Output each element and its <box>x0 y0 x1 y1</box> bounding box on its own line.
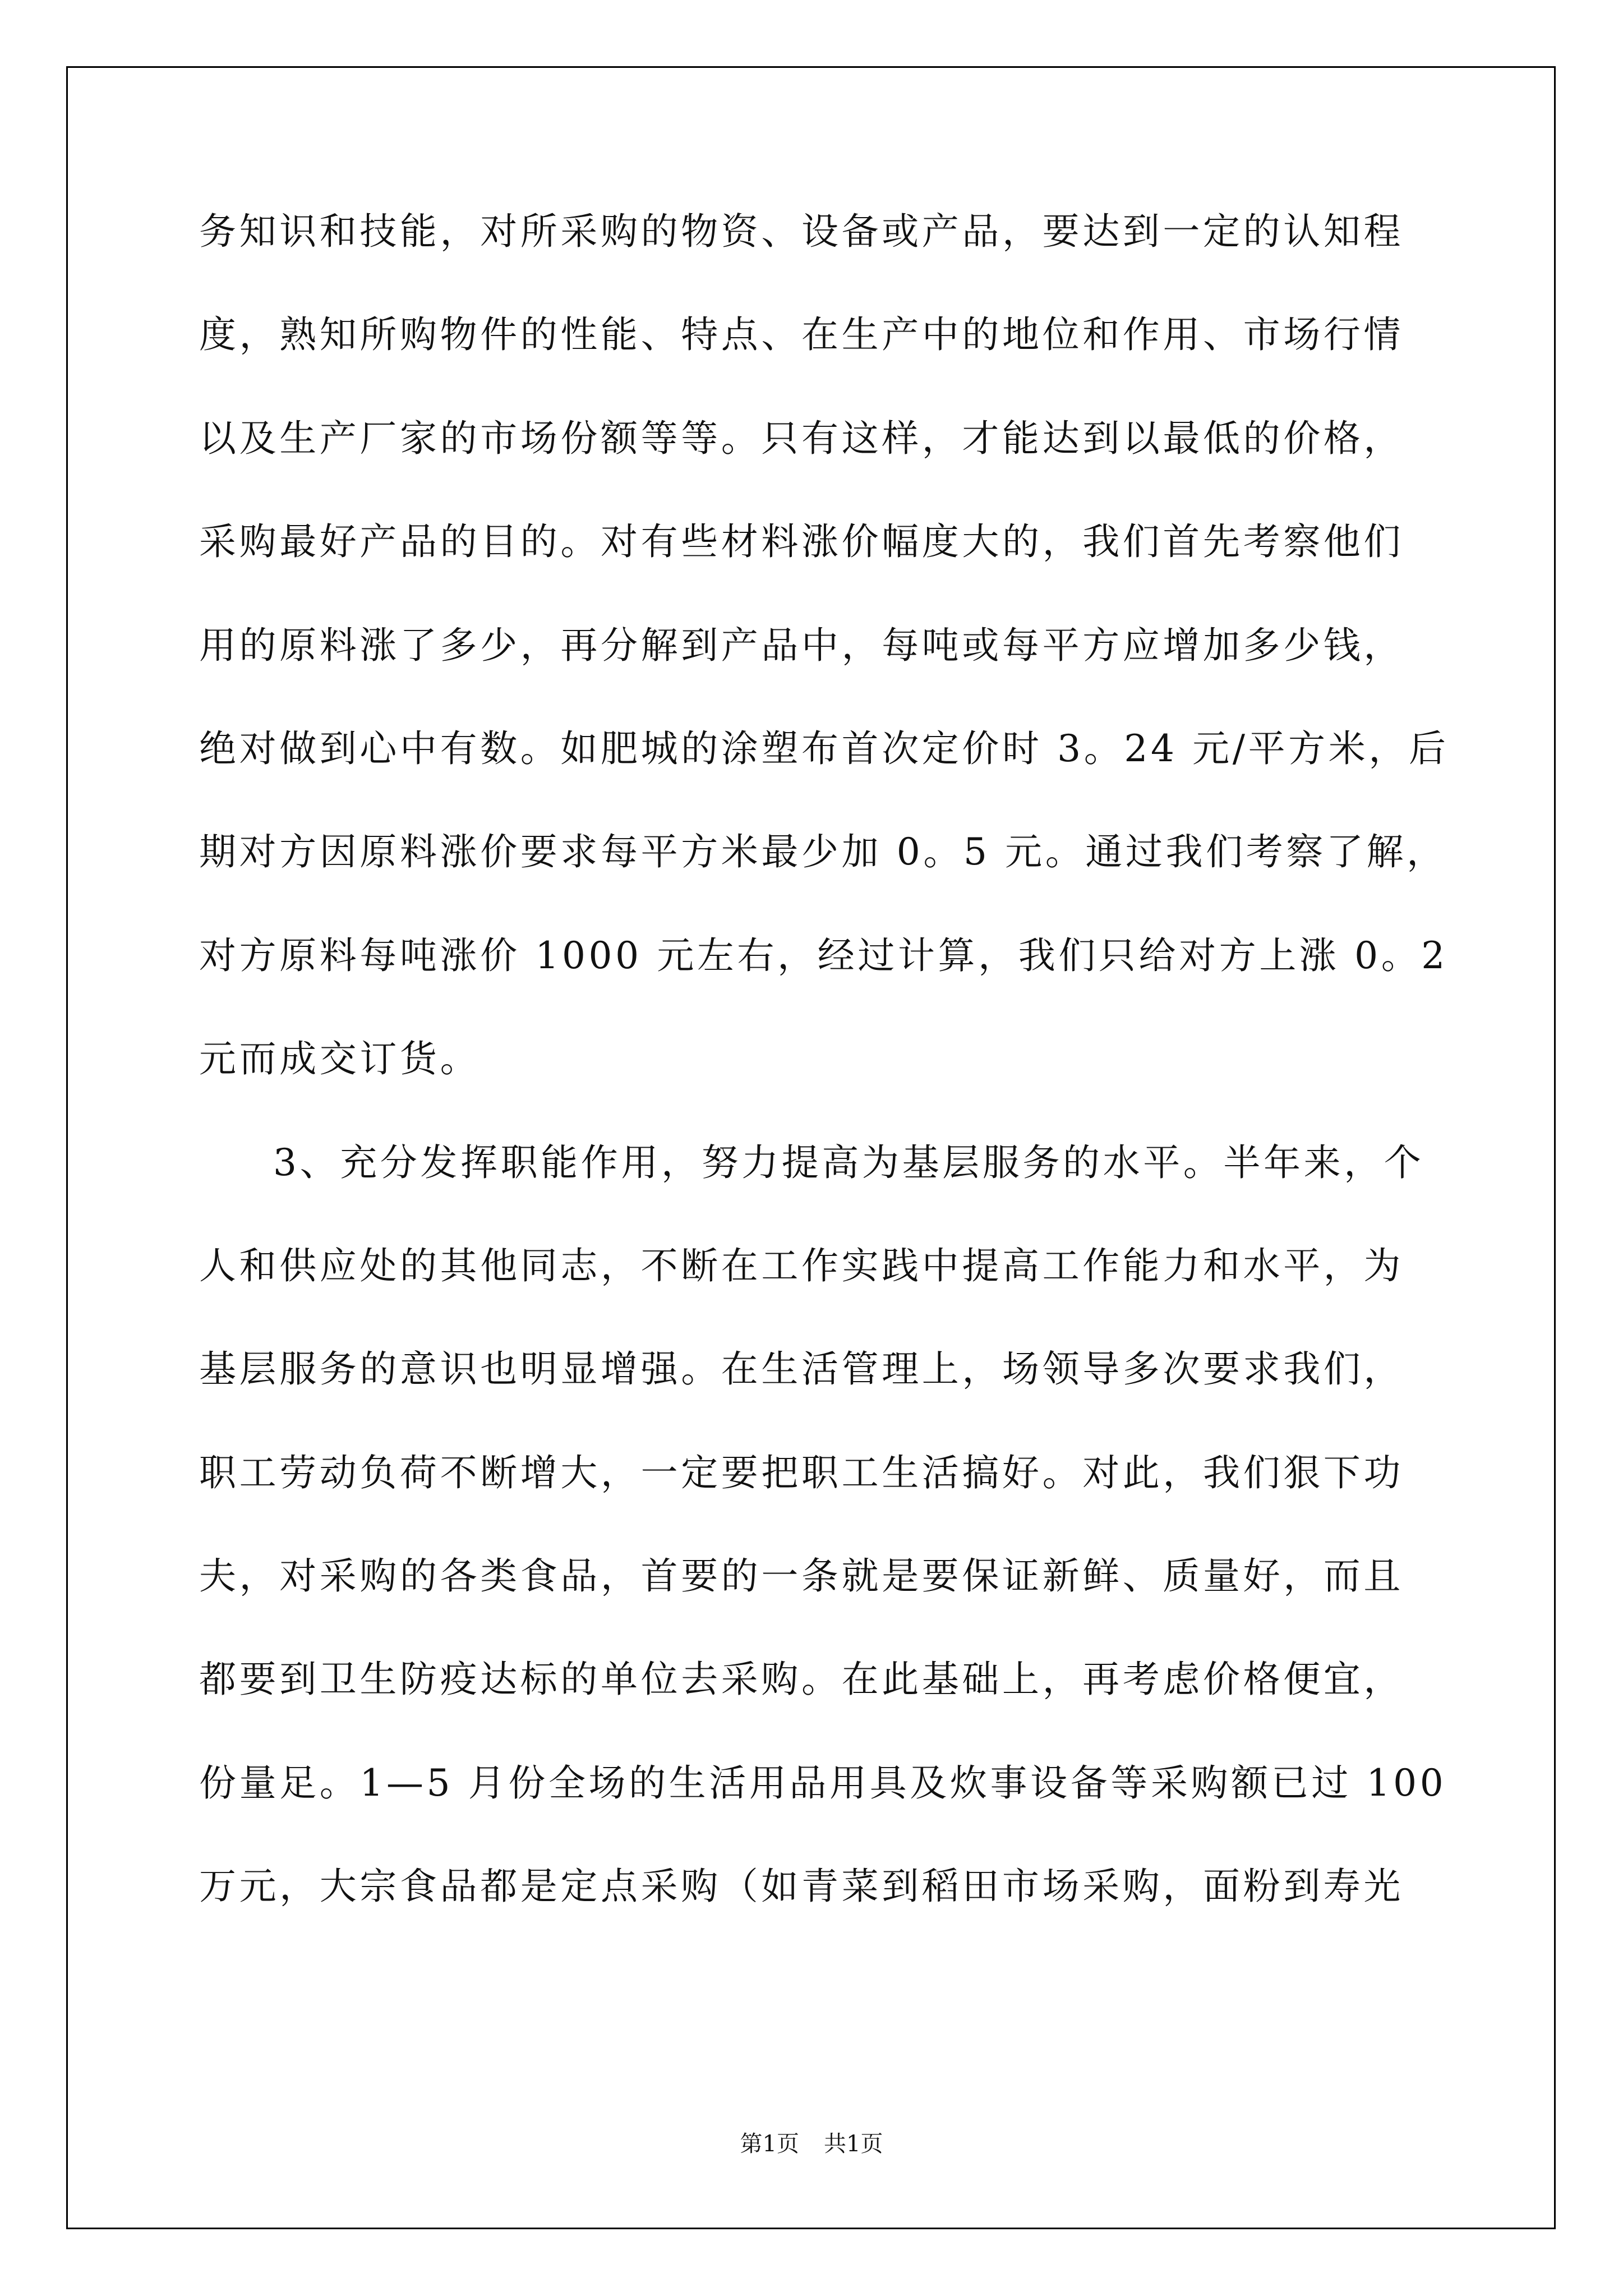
text-line: 期对方因原料涨价要求每平方米最少加 0。5 元。通过我们考察了解， <box>199 830 1447 874</box>
text-line: 度，熟知所购物件的性能、特点、在生产中的地位和作用、市场行情 <box>199 313 1404 357</box>
text-line: 职工劳动负荷不断增大，一定要把职工生活搞好。对此，我们狠下功 <box>199 1451 1404 1494</box>
text-line: 以及生产厂家的市场份额等等。只有这样，才能达到以最低的价格， <box>199 416 1404 460</box>
text-line: 人和供应处的其他同志，不断在工作实践中提高工作能力和水平，为 <box>199 1244 1404 1287</box>
text-line: 用的原料涨了多少，再分解到产品中，每吨或每平方应增加多少钱， <box>199 623 1404 667</box>
paragraph-start-line: 3、充分发挥职能作用，努力提高为基层服务的水平。半年来，个 <box>273 1140 1424 1184</box>
page-footer <box>0 2131 1623 2157</box>
document-body <box>199 210 1467 1908</box>
text-line: 基层服务的意识也明显增强。在生活管理上，场领导多次要求我们， <box>199 1347 1404 1391</box>
text-line: 夫，对采购的各类食品，首要的一条就是要保证新鲜、质量好，而且 <box>199 1554 1404 1598</box>
text-line: 份量足。1—5 月份全场的生活用品用具及炊事设备等采购额已过 100 <box>199 1761 1447 1805</box>
text-line: 都要到卫生防疫达标的单位去采购。在此基础上，再考虑价格便宜， <box>199 1658 1404 1701</box>
text-line: 对方原料每吨涨价 1000 元左右，经过计算，我们只给对方上涨 0。2 <box>199 933 1448 977</box>
text-line: 绝对做到心中有数。如肥城的涂塑布首次定价时 3。24 元/平方米，后 <box>199 726 1449 770</box>
text-line: 元而成交订货。 <box>199 1037 481 1081</box>
page-total: 共1页 <box>824 2131 883 2157</box>
text-line: 万元，大宗食品都是定点采购（如青菜到稻田市场采购，面粉到寿光 <box>199 1865 1404 1908</box>
page-number: 第1页 <box>740 2131 799 2157</box>
text-line: 务知识和技能，对所采购的物资、设备或产品，要达到一定的认知程 <box>199 210 1404 253</box>
text-line: 采购最好产品的目的。对有些材料涨价幅度大的，我们首先考察他们 <box>199 520 1404 564</box>
